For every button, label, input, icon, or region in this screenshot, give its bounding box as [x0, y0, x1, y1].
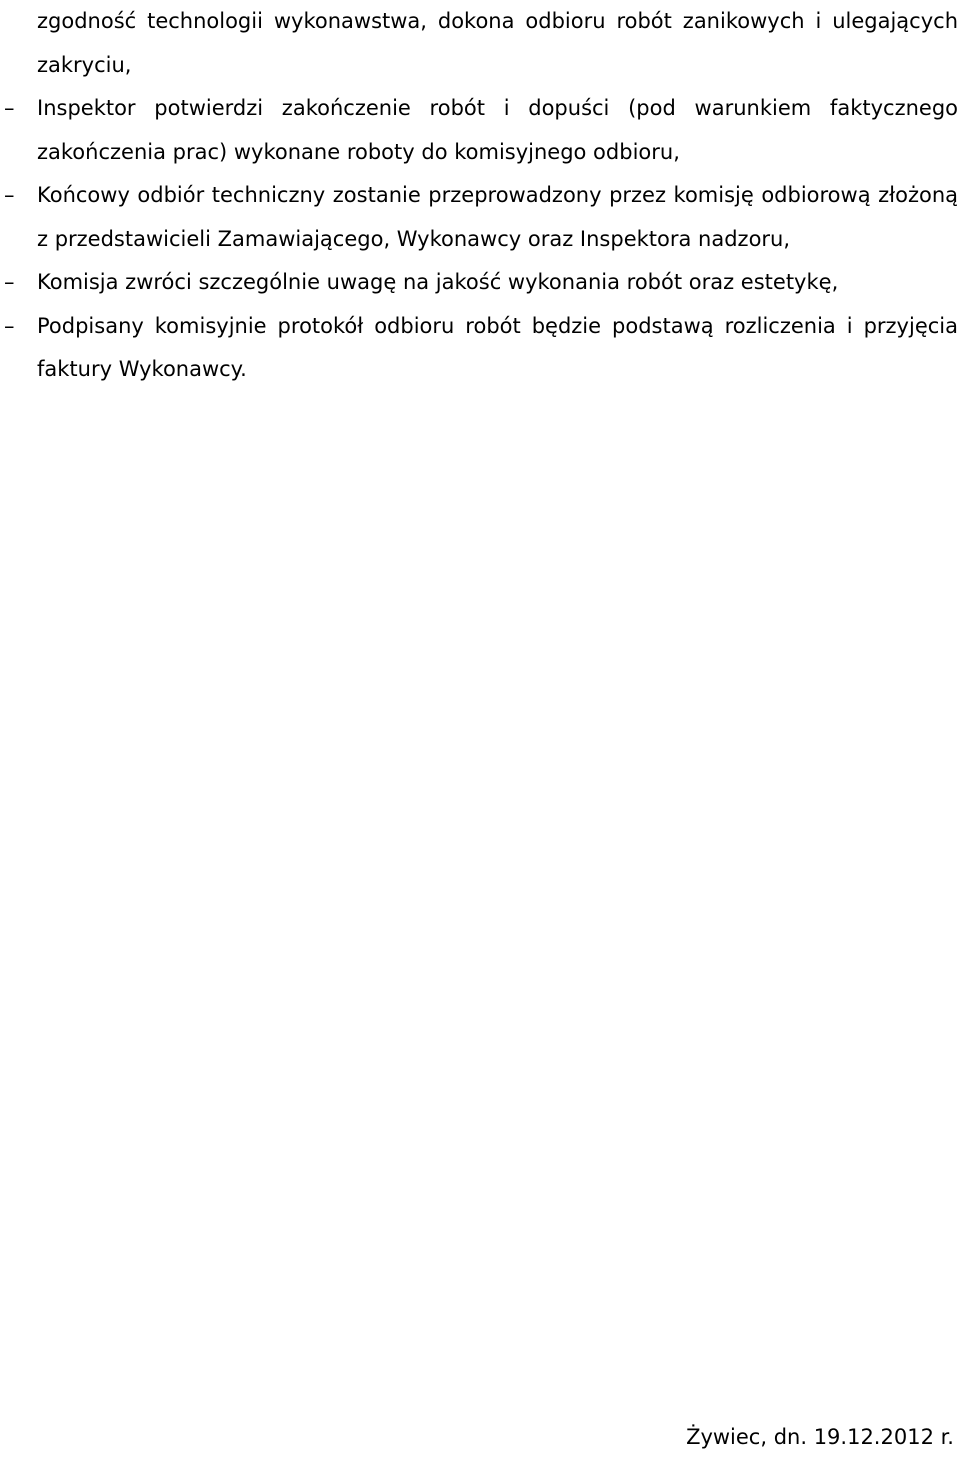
- bullet-dash: –: [4, 96, 15, 120]
- list-item-text: Komisja zwróci szczególnie uwagę na jakość wykonania robót oraz estetykę,: [37, 270, 839, 294]
- bullet-dash: –: [4, 313, 15, 338]
- list-item-text: Inspektor potwierdzi zakończenie robót i dopuści (pod warunkiem faktycznego zakończenia prac) wykonane roboty do komisyjnego odbioru,: [37, 96, 958, 164]
- list-item-text: Podpisany komisyjnie protokół odbioru robót będzie podstawą rozliczenia i przyjęcia faktury Wykonawcy.: [37, 313, 958, 381]
- footer-place-date: Żywiec, dn. 19.12.2012 r.: [686, 1425, 954, 1449]
- list-item: [4, 261, 958, 305]
- bullet-dash: –: [4, 270, 15, 294]
- document-body: [4, 0, 958, 392]
- intro-paragraph: zgodność technologii wykonawstwa, dokona odbioru robót zanikowych i ulegających zakryciu,: [37, 9, 958, 77]
- list-item-text: Końcowy odbiór techniczny zostanie przeprowadzony przez komisję odbiorową złożoną z przedstawicieli Zamawiającego, Wykonawcy oraz Inspektora nadzoru,: [37, 183, 958, 251]
- list-item: [4, 87, 958, 174]
- list-item: [4, 305, 958, 392]
- bullet-dash: –: [4, 183, 15, 207]
- list-item: [4, 174, 958, 261]
